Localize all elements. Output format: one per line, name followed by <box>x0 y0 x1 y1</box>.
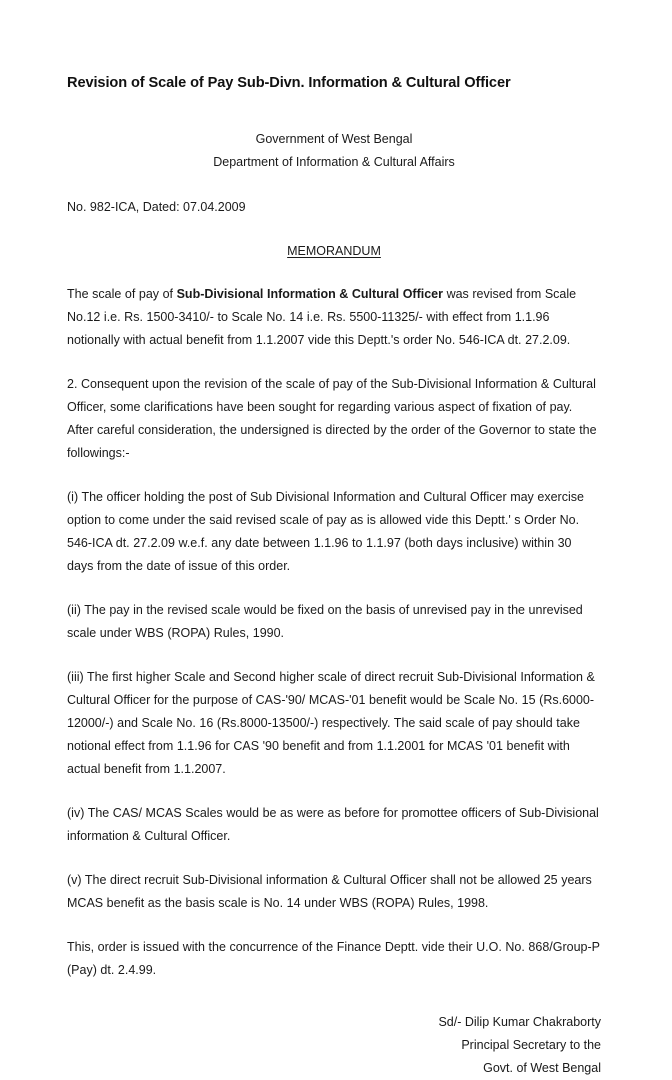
memorandum-heading: MEMORANDUM <box>287 243 381 258</box>
signatory-designation: Principal Secretary to the <box>461 1037 601 1052</box>
paragraph-2: 2. Consequent upon the revision of the scale of pay of the Sub-Divisional Information & Cultural Officer, some clarifications have been sought for regarding various aspect of fixation of pay. After careful consideration, the undersigned is directed by the order of the Governor to state the followings:- <box>67 376 597 460</box>
page-title: Revision of Scale of Pay Sub-Divn. Information & Cultural Officer <box>67 75 511 91</box>
signature-block <box>67 1011 601 1080</box>
signatory-authority: Govt. of West Bengal <box>483 1060 601 1075</box>
department-name: Department of Information & Cultural Affairs <box>213 154 455 169</box>
document-content <box>67 74 601 1080</box>
clause-ii: (ii) The pay in the revised scale would be fixed on the basis of unrevised pay in the unrevised scale under WBS (ROPA) Rules, 1990. <box>67 602 583 640</box>
memorandum-heading-wrap <box>67 240 601 263</box>
clause-i: (i) The officer holding the post of Sub Divisional Information and Cultural Officer may exercise option to come under the said revised scale of pay as is allowed vide this Deptt.' s Order No. 546-ICA dt. 27.2.09 w.e.f. any date between 1.1.96 to 1.1.97 (both days inclusive) within 30 days from the date of issue of this order. <box>67 489 584 573</box>
signatory-name: Sd/- Dilip Kumar Chakraborty <box>438 1014 601 1029</box>
clause-v: (v) The direct recruit Sub-Divisional information & Cultural Officer shall not be allowed 25 years MCAS benefit as the basis scale is No. 14 under WBS (ROPA) Rules, 1998. <box>67 872 592 910</box>
clause-iii: (iii) The first higher Scale and Second higher scale of direct recruit Sub-Divisional Information & Cultural Officer for the purpose of CAS-'90/ MCAS-'01 benefit would be Scale No. 15 (Rs.6000-12000/-) and Scale No. 16 (Rs.8000-13500/-) respectively. The said scale of pay should take notional effect from 1.1.96 for CAS '90 benefit and from 1.1.2001 for MCAS '01 benefit with actual benefit from 1.1.2007. <box>67 669 595 776</box>
paragraph-1 <box>67 283 601 352</box>
paragraph-1-text-after: was revised from Scale No.12 i.e. Rs. 1500-3410/- to Scale No. 14 i.e. Rs. 5500-11325/- with effect from 1.1.96 notionally with actual benefit from 1.1.2007 vide this Deptt.'s order No. 546-ICA dt. 27.2.09. <box>67 286 577 347</box>
clause-iv: (iv) The CAS/ MCAS Scales would be as were as before for promottee officers of Sub-Divisional information & Cultural Officer. <box>67 805 599 843</box>
government-header <box>67 128 601 174</box>
government-name: Government of West Bengal <box>255 131 413 146</box>
paragraph-1-bold-designation: Sub-Divisional Information & Cultural Officer <box>176 286 443 301</box>
closing-paragraph: This, order is issued with the concurrence of the Finance Deptt. vide their U.O. No. 868/Group-P (Pay) dt. 2.4.99. <box>67 939 600 977</box>
paragraph-1-text-before: The scale of pay of <box>67 286 177 301</box>
reference-number: No. 982-ICA, Dated: 07.04.2009 <box>67 199 246 214</box>
